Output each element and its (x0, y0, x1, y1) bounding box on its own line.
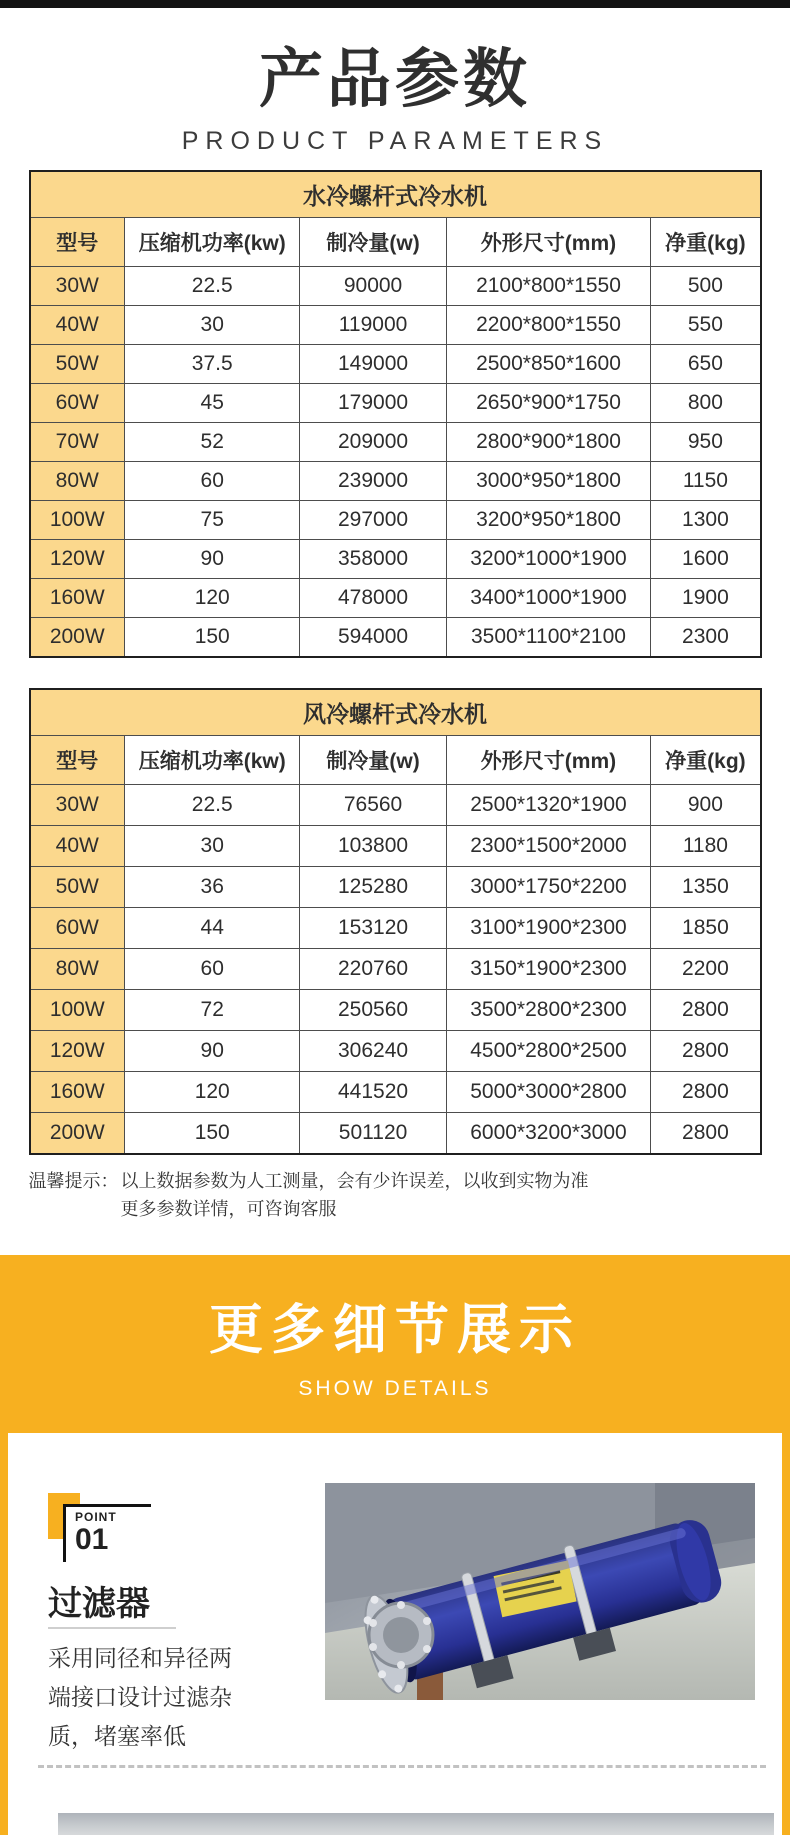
table-cell: 119000 (300, 306, 446, 345)
dashed-separator (38, 1765, 766, 1768)
table-row (30, 501, 761, 540)
table-cell: 45 (125, 384, 300, 423)
table-row (30, 1113, 761, 1155)
table-cell: 3400*1000*1900 (446, 579, 651, 618)
column-header: 压缩机功率(kw) (125, 736, 300, 785)
table-cell: 2800 (651, 1072, 761, 1113)
table-gap (29, 658, 762, 688)
column-header: 制冷量(w) (300, 736, 446, 785)
table-row (30, 306, 761, 345)
feature-title-underline (48, 1627, 176, 1629)
top-black-bar (0, 0, 790, 8)
table-cell: 3500*1100*2100 (446, 618, 651, 658)
table-cell: 550 (651, 306, 761, 345)
table-cell: 120 (125, 579, 300, 618)
table-cell: 1300 (651, 501, 761, 540)
column-header: 型号 (30, 218, 125, 267)
details-title: 更多细节展示 (209, 1300, 581, 1361)
table-row (30, 618, 761, 658)
air-cooled-table (29, 688, 762, 1155)
note-label: 温馨提示： (28, 1171, 119, 1192)
page-header (0, 8, 790, 170)
column-header: 净重(kg) (651, 736, 761, 785)
table-title: 水冷螺杆式冷水机 (30, 171, 761, 218)
table-cell: 220760 (300, 949, 446, 990)
filter-photo-illustration (325, 1483, 755, 1700)
feature-desc-line-3: 质，堵塞率低 (48, 1723, 186, 1750)
table-cell: 6000*3200*3000 (446, 1113, 651, 1155)
table-cell: 500 (651, 267, 761, 306)
table-row (30, 949, 761, 990)
table-cell: 3000*1750*2200 (446, 867, 651, 908)
table-cell: 650 (651, 345, 761, 384)
table-cell: 594000 (300, 618, 446, 658)
table-cell: 2800*900*1800 (446, 423, 651, 462)
table-row (30, 785, 761, 826)
table-cell: 306240 (300, 1031, 446, 1072)
table-cell: 179000 (300, 384, 446, 423)
point-label: POINT (75, 1510, 117, 1525)
table-cell: 150 (125, 618, 300, 658)
table-cell: 100W (30, 990, 125, 1031)
table-cell: 5000*3000*2800 (446, 1072, 651, 1113)
table-cell: 2100*800*1550 (446, 267, 651, 306)
table-cell: 60 (125, 462, 300, 501)
table-cell: 60W (30, 908, 125, 949)
table-cell: 3200*950*1800 (446, 501, 651, 540)
table-row (30, 867, 761, 908)
table-cell: 950 (651, 423, 761, 462)
table-cell: 239000 (300, 462, 446, 501)
table-cell: 80W (30, 949, 125, 990)
table-cell: 1600 (651, 540, 761, 579)
table-cell: 160W (30, 1072, 125, 1113)
table-cell: 1150 (651, 462, 761, 501)
table-cell: 501120 (300, 1113, 446, 1155)
feature-description (48, 1639, 318, 1756)
table-cell: 120W (30, 1031, 125, 1072)
table-row (30, 579, 761, 618)
table-cell: 3200*1000*1900 (446, 540, 651, 579)
table-cell: 1180 (651, 826, 761, 867)
details-header (0, 1255, 790, 1433)
detail-card-point-01 (8, 1433, 782, 1835)
table-cell: 2800 (651, 990, 761, 1031)
table-cell: 2300 (651, 618, 761, 658)
table-cell: 44 (125, 908, 300, 949)
table-row (30, 384, 761, 423)
table-cell: 22.5 (125, 785, 300, 826)
table-row (30, 345, 761, 384)
table-cell: 40W (30, 826, 125, 867)
feature-desc-line-1: 采用同径和异径两 (48, 1645, 232, 1672)
table-cell: 125280 (300, 867, 446, 908)
table-row (30, 1072, 761, 1113)
table-cell: 1900 (651, 579, 761, 618)
table-cell: 297000 (300, 501, 446, 540)
table-cell: 40W (30, 306, 125, 345)
table-cell: 200W (30, 618, 125, 658)
table-cell: 2300*1500*2000 (446, 826, 651, 867)
table-cell: 2800 (651, 1031, 761, 1072)
table-cell: 2500*850*1600 (446, 345, 651, 384)
filter-product-photo (325, 1483, 755, 1700)
water-cooled-table (29, 170, 762, 658)
table-cell: 30 (125, 826, 300, 867)
column-header: 制冷量(w) (300, 218, 446, 267)
table-cell: 153120 (300, 908, 446, 949)
table-cell: 37.5 (125, 345, 300, 384)
table-cell: 30W (30, 267, 125, 306)
table-title: 风冷螺杆式冷水机 (30, 689, 761, 736)
table-cell: 36 (125, 867, 300, 908)
point-number: 01 (75, 1523, 109, 1557)
table-row (30, 267, 761, 306)
table-cell: 30 (125, 306, 300, 345)
table-cell: 2200*800*1550 (446, 306, 651, 345)
table-cell: 441520 (300, 1072, 446, 1113)
table-cell: 76560 (300, 785, 446, 826)
column-header: 型号 (30, 736, 125, 785)
table-cell: 149000 (300, 345, 446, 384)
table-cell: 60 (125, 949, 300, 990)
table-cell: 209000 (300, 423, 446, 462)
table-cell: 90000 (300, 267, 446, 306)
table-cell: 90 (125, 540, 300, 579)
table-cell: 2650*900*1750 (446, 384, 651, 423)
next-photo-edge (58, 1813, 774, 1835)
table-cell: 150 (125, 1113, 300, 1155)
point-badge-box (63, 1504, 151, 1562)
table-cell: 3150*1900*2300 (446, 949, 651, 990)
table-cell: 120 (125, 1072, 300, 1113)
note-body (121, 1167, 589, 1223)
table-cell: 75 (125, 501, 300, 540)
table-row (30, 908, 761, 949)
page-title: 产品参数 (259, 43, 531, 115)
table-cell: 52 (125, 423, 300, 462)
table-cell: 160W (30, 579, 125, 618)
table-cell: 30W (30, 785, 125, 826)
table-cell: 358000 (300, 540, 446, 579)
table-row (30, 462, 761, 501)
table-cell: 2500*1320*1900 (446, 785, 651, 826)
details-section (0, 1255, 790, 1835)
table-cell: 200W (30, 1113, 125, 1155)
table-cell: 72 (125, 990, 300, 1031)
table-cell: 3000*950*1800 (446, 462, 651, 501)
table-cell: 2200 (651, 949, 761, 990)
table-row (30, 423, 761, 462)
column-header: 外形尺寸(mm) (446, 218, 651, 267)
table-row (30, 826, 761, 867)
table-cell: 478000 (300, 579, 446, 618)
table-cell: 100W (30, 501, 125, 540)
column-header: 压缩机功率(kw) (125, 218, 300, 267)
parameter-tables (29, 170, 762, 1155)
table-cell: 1350 (651, 867, 761, 908)
table-cell: 3100*1900*2300 (446, 908, 651, 949)
note-line-1: 以上数据参数为人工测量，会有少许误差，以收到实物为准 (120, 1171, 589, 1192)
feature-desc-line-2: 端接口设计过滤杂 (48, 1684, 232, 1711)
table-cell: 60W (30, 384, 125, 423)
point-badge (48, 1493, 158, 1565)
table-cell: 80W (30, 462, 125, 501)
table-row (30, 1031, 761, 1072)
table-cell: 1850 (651, 908, 761, 949)
table-cell: 3500*2800*2300 (446, 990, 651, 1031)
table-cell: 4500*2800*2500 (446, 1031, 651, 1072)
table-cell: 22.5 (125, 267, 300, 306)
note-line-2: 更多参数详情，可咨询客服 (120, 1199, 337, 1220)
table-cell: 900 (651, 785, 761, 826)
table-row (30, 540, 761, 579)
column-header: 外形尺寸(mm) (446, 736, 651, 785)
table-cell: 2800 (651, 1113, 761, 1155)
table-cell: 50W (30, 867, 125, 908)
details-subtitle: SHOW DETAILS (298, 1376, 492, 1400)
table-cell: 103800 (300, 826, 446, 867)
table-cell: 800 (651, 384, 761, 423)
table-cell: 250560 (300, 990, 446, 1031)
table-row (30, 990, 761, 1031)
page-subtitle: PRODUCT PARAMETERS (181, 127, 609, 156)
column-header: 净重(kg) (651, 218, 761, 267)
table-cell: 50W (30, 345, 125, 384)
table-cell: 120W (30, 540, 125, 579)
table-cell: 90 (125, 1031, 300, 1072)
table-cell: 70W (30, 423, 125, 462)
feature-title: 过滤器 (48, 1585, 150, 1624)
note (29, 1167, 762, 1255)
